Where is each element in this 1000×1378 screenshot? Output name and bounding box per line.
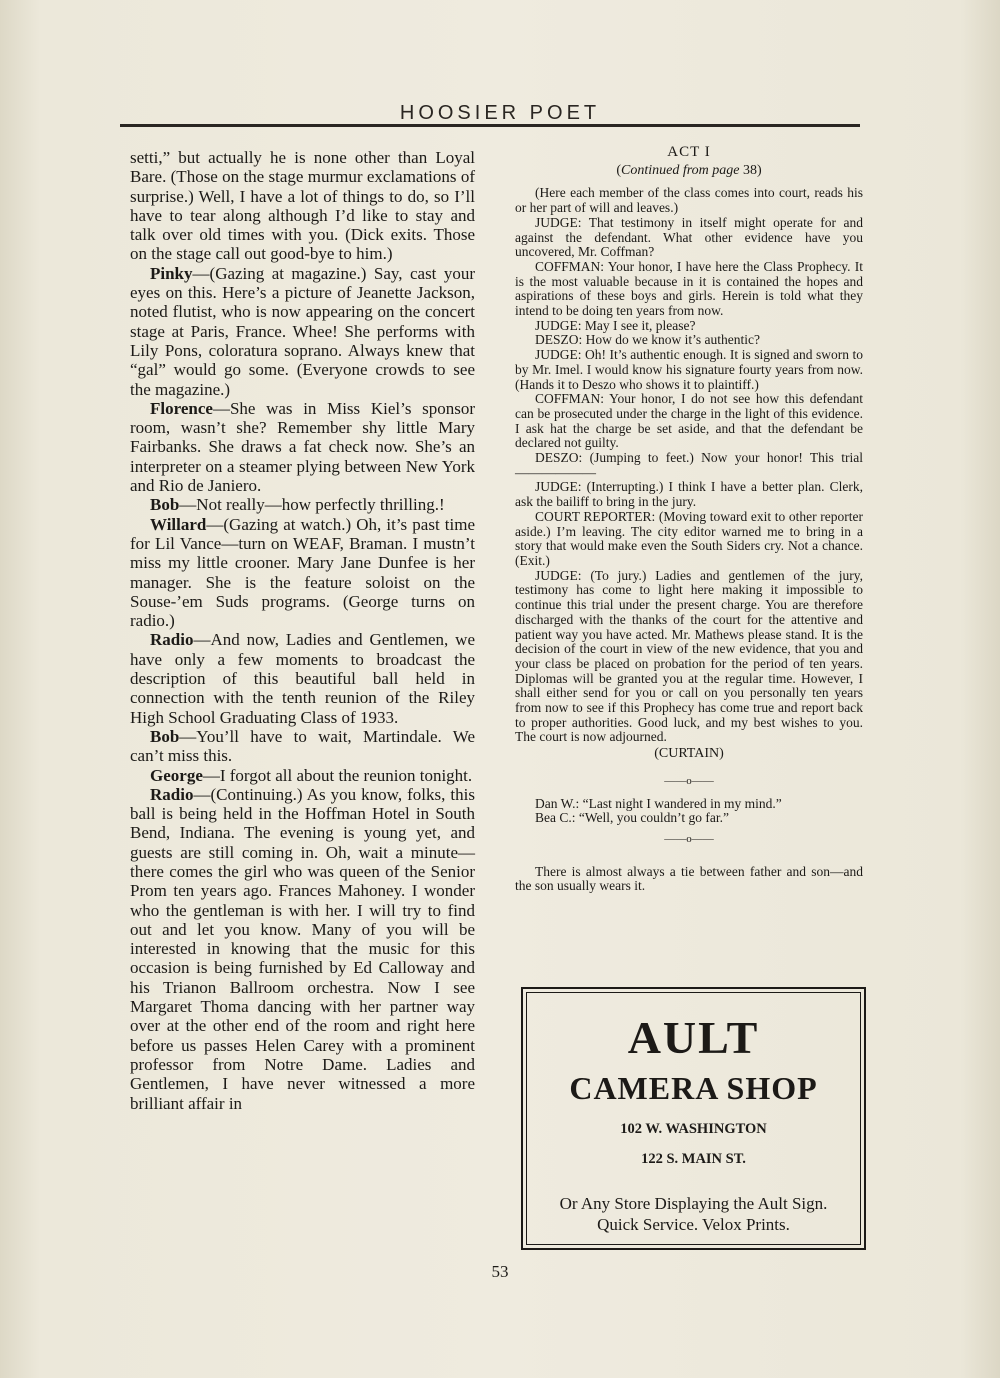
ad-address-2: 122 S. MAIN ST. [641, 1151, 746, 1167]
speaker-name: Willard [150, 514, 207, 534]
joke-line-1: Bea C.: “Well, you couldn’t go far.” [535, 810, 729, 826]
closing-joke: There is almost always a tie between father and son—and the son usually wears it. [515, 863, 863, 894]
speaker-name: Radio [150, 784, 194, 804]
trial-paragraph-6: COFFMAN: Your honor, I do not see how this defendant can be prosecuted under the charge in the light of this evidence. I ask hat the charge be set aside, and that the defendant be declared not guilty. [515, 391, 863, 451]
trial-paragraph-8: JUDGE: (Interrupting.) I think I have a better plan. Clerk, ask the bailiff to bring in the jury. [515, 479, 863, 510]
page-number: 53 [491, 1262, 509, 1281]
left-paragraph-6 [130, 727, 475, 766]
speaker-name: George [150, 765, 203, 785]
subtitle-suffix: 38) [739, 162, 762, 178]
ault-camera-ad [521, 987, 866, 1250]
dialogue-text: —Not really—how perfectly thrilling.! [179, 495, 445, 515]
ad-address-1: 102 W. WASHINGTON [620, 1121, 767, 1137]
trial-paragraph-0: (Here each member of the class comes into court, reads his or her part of will and leaves.) [515, 185, 863, 216]
speaker-name: Bob [150, 495, 180, 515]
dialogue-text: —(Gazing at watch.) Oh, it’s past time for Lil Vance—turn on WEAF, Braman. I mustn’t miss my little crooner. Mary Jane Dunfee is her manager. She is the feature soloist on the Souse-’em Suds programs. (George turns on radio.) [130, 514, 475, 631]
dialogue-text: —(Continuing.) As you know, folks, this ball is being held in the Hoffman Hotel in South Bend, Indiana. The evening is young yet, and guests are still coming in. Oh, wait a minute—there comes the girl who was queen of the Senior Prom ten years ago. Frances Mahoney. I wonder who the gentleman is with her. I will try to find out and let you know. Many of you will be interested in knowing that the music for this occasion is being furnished by Ed Calloway and his Trianon Ballroom orchestra. Now I see Margaret Thoma dancing with her partner way over at the other end of the room and right here before us passes Helen Carey with a prominent professor from Notre Dame. Ladies and Gentlemen, I have never witnessed a more brilliant affair in [130, 784, 475, 1113]
left-paragraph-1 [130, 264, 475, 399]
divider-ornament-2: ——o—— [664, 832, 714, 845]
left-paragraph-8 [130, 785, 475, 1113]
ad-inner-frame [526, 992, 861, 1245]
speaker-name: Bob [150, 726, 180, 746]
dialogue-text: —She was in Miss Kiel’s sponsor room, wasn’t she? Remember shy little Mary Fairbanks. She draws a fat check now. She’s an interpreter on a steamer plying between New York and Rio de Janiero. [130, 398, 475, 496]
trial-paragraph-10: JUDGE: (To jury.) Ladies and gentlemen of the jury, testimony has come to light here making it impossible to continue this trial under the present charge. You are therefore discharged with the thanks of the court for the attentive and patient way you have acted. Mr. Mathews please stand. It is the decision of the court in view of the new evidence, that you and your class be placed on probation for the period of ten years. Diplomas will be granted you at the regular time. However, I shall either send for you or call on you personally ten years from now to see if this Prophecy has come true and report back to proper authorities. Good luck, and my best wishes to you. The court is now adjourned. [515, 567, 863, 745]
left-paragraph-7 [130, 766, 475, 785]
left-paragraph-2 [130, 399, 475, 495]
dialogue-text: —And now, Ladies and Gentlemen, we have only a few moments to broadcast the description of this beautiful ball held in connection with the tenth reunion of the Riley High School Graduating Class of 1933. [130, 630, 475, 727]
right-column [515, 145, 863, 894]
trial-paragraph-7: DESZO: (Jumping to feet.) Now your honor! This trial—————— [515, 450, 863, 480]
speaker-name: Florence [150, 398, 213, 418]
divider-ornament: ——o—— [664, 774, 714, 787]
act-title: ACT I [667, 144, 711, 160]
subtitle-italic: Continued from page [621, 162, 740, 178]
trial-paragraph-4: DESZO: How do we know it’s authentic? [535, 332, 760, 348]
left-paragraph-4 [130, 515, 475, 631]
trial-paragraph-1: JUDGE: That testimony in itself might operate for and against the defendant. What other evidence have you uncovered, Mr. Coffman? [515, 214, 863, 260]
speaker-name: Radio [150, 630, 194, 650]
act-subtitle [515, 164, 863, 179]
trial-paragraph-5: JUDGE: Oh! It’s authentic enough. It is signed and sworn to by Mr. Imel. I would know his signature fourty years from now. (Hands it to Deszo who shows it to plaintiff.) [515, 347, 863, 392]
curtain-label: (CURTAIN) [654, 746, 724, 762]
dialogue-text: —(Gazing at magazine.) Say, cast your eyes on this. Here’s a picture of Jeanette Jackson, noted flutist, who is now appearing on the concert stage at Paris, France. Whee! She performs with Lily Pons, coloratura soprano. Always knew that “gal” would go some. (Everyone crowds to see the magazine.) [130, 263, 475, 399]
left-paragraph-3 [130, 495, 475, 514]
left-column [130, 148, 475, 1113]
ad-tagline: Or Any Store Displaying the Ault Sign. Quick Service. Velox Prints. [559, 1194, 828, 1234]
dialogue-text: —You’ll have to wait, Martindale. We can’t miss this. [130, 726, 475, 766]
subtitle-prefix: ( [616, 162, 621, 178]
speaker-name: Pinky [150, 263, 193, 283]
left-paragraph-5 [130, 630, 475, 726]
trial-paragraph-9: COURT REPORTER: (Moving toward exit to other reporter aside.) I’m leaving. The city editor warned me to bring in a story that would make even the South Siders cry. Not a chance. (Exit.) [515, 508, 863, 568]
joke-line-0: Dan W.: “Last night I wandered in my mind.” [535, 795, 782, 811]
left-paragraph-0 [130, 148, 475, 264]
header-rule [120, 124, 860, 127]
ad-shop-title: CAMERA SHOP [569, 1070, 818, 1106]
running-header: HOOSIER POET [399, 102, 601, 124]
dialogue-text: setti,” but actually he is none other than Loyal Bare. (Those on the stage murmur exclamations of surprise.) Well, I have a lot of things to do, so I’ll have to tear along although I’d like to stay and talk over old times with you. (Dick exits. Those on the stage call out good-bye to him.) [130, 148, 475, 264]
trial-paragraph-3: JUDGE: May I see it, please? [535, 317, 696, 333]
dialogue-text: —I forgot all about the reunion tonight. [202, 765, 473, 785]
trial-paragraph-2: COFFMAN: Your honor, I have here the Class Prophecy. It is the most valuable because in it is contained the hopes and aspirations of these boys and girls. Herein is told what they intend to be doing ten years from now. [515, 258, 863, 319]
ad-store-name: AULT [627, 1012, 760, 1063]
